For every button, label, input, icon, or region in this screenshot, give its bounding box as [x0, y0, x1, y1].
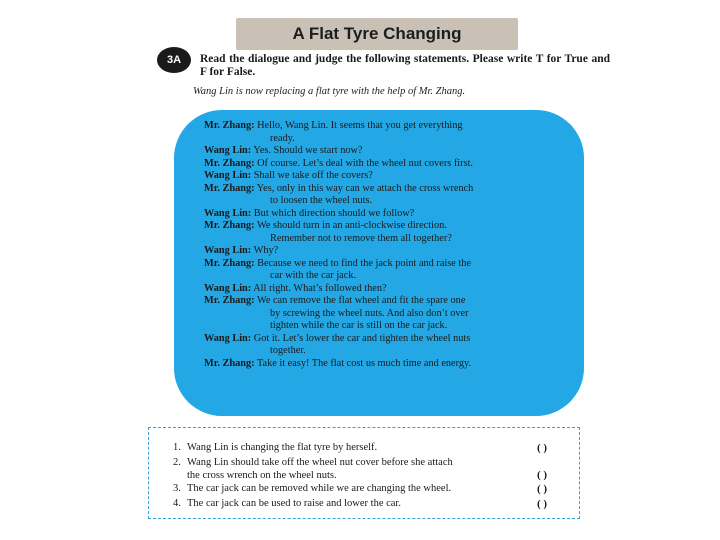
section-badge-label: 3A — [166, 54, 182, 66]
dialogue-line: We should turn in an anti-clockwise direction. — [256, 220, 447, 231]
question-text: Wang Lin is changing the flat tyre by herself. — [187, 442, 378, 453]
speaker-name: Mr. Zhang: — [204, 357, 255, 369]
speaker-name: Wang Lin: — [204, 170, 252, 181]
dialogue-turn — [204, 333, 564, 358]
speaker-name: Mr. Zhang: — [204, 120, 255, 131]
dialogue-list — [204, 120, 564, 370]
true-false-questions — [148, 427, 580, 519]
speaker-name: Mr. Zhang: — [204, 220, 255, 231]
answer-bracket[interactable]: ( ) — [537, 498, 548, 510]
dialogue-line: Shall we take off the covers? — [253, 170, 373, 181]
speaker-name: Mr. Zhang: — [204, 295, 255, 306]
dialogue-line: We can remove the flat wheel and fit the spare one — [256, 295, 466, 306]
dialogue-turn — [204, 208, 564, 221]
section-badge — [157, 47, 191, 73]
dialogue-turn — [204, 245, 564, 258]
speaker-name: Wang Lin: — [204, 245, 252, 256]
dialogue-turn — [204, 145, 564, 158]
question-text: the cross wrench on the wheel nuts. — [187, 469, 337, 481]
dialogue-line: Of course. Let’s deal with the wheel nut covers first. — [257, 157, 474, 169]
question-number: 1. — [173, 442, 181, 453]
speaker-name: Wang Lin: — [204, 145, 252, 156]
dialogue-line: But which direction should we follow? — [253, 207, 415, 219]
question-text: The car jack can be used to raise and lower the car. — [187, 498, 401, 509]
question-item — [173, 442, 377, 455]
dialogue-turn — [204, 258, 564, 283]
question-number: 2. — [173, 457, 181, 468]
answer-bracket[interactable]: ( ) — [537, 483, 548, 495]
instruction-text: Read the dialogue and judge the following statements. Please write T for True and F for False. — [200, 53, 610, 78]
dialogue-line: car with the car jack. — [270, 270, 357, 281]
dialogue-turn — [204, 158, 564, 171]
title-banner — [236, 18, 518, 50]
speaker-name: Mr. Zhang: — [204, 157, 255, 169]
question-item — [173, 483, 451, 496]
dialogue-line: Remember not to remove them all together? — [270, 232, 452, 244]
dialogue-line: All right. What’s followed then? — [253, 282, 387, 294]
question-text: The car jack can be removed while we are changing the wheel. — [187, 483, 452, 494]
dialogue-turn — [204, 295, 564, 333]
dialogue-line: Why? — [253, 245, 279, 256]
question-text: Wang Lin should take off the wheel nut cover before she attach — [187, 457, 453, 468]
dialogue-line: Got it. Let’s lower the car and tighten the wheel nuts — [253, 332, 471, 344]
answer-bracket[interactable]: ( ) — [537, 469, 548, 481]
speaker-name: Wang Lin: — [204, 332, 252, 344]
speaker-name: Wang Lin: — [204, 207, 252, 219]
dialogue-turn — [204, 120, 564, 145]
question-item — [173, 457, 453, 482]
question-item — [173, 498, 401, 511]
dialogue-turn — [204, 170, 564, 183]
dialogue-line: Take it easy! The flat cost us much time and energy. — [256, 357, 472, 369]
speaker-name: Wang Lin: — [204, 282, 252, 294]
dialogue-line: Because we need to find the jack point and raise the — [257, 257, 471, 269]
answer-bracket[interactable]: ( ) — [537, 442, 548, 454]
question-number: 4. — [173, 498, 181, 509]
dialogue-subtitle: Wang Lin is now replacing a flat tyre with the help of Mr. Zhang. — [193, 86, 466, 97]
speaker-name: Mr. Zhang: — [204, 182, 255, 194]
question-number: 3. — [173, 483, 181, 494]
dialogue-line: by screwing the wheel nuts. And also don’t over — [270, 307, 469, 319]
dialogue-line: Yes. Should we start now? — [253, 145, 363, 156]
dialogue-turn — [204, 283, 564, 296]
dialogue-line: ready. — [270, 132, 295, 144]
dialogue-line: to loosen the wheel nuts. — [270, 195, 373, 206]
dialogue-line: together. — [270, 345, 306, 356]
dialogue-turn — [204, 183, 564, 208]
dialogue-line: Hello, Wang Lin. It seems that you get everything — [257, 120, 463, 131]
speaker-name: Mr. Zhang: — [204, 257, 255, 269]
dialogue-panel — [174, 110, 584, 416]
dialogue-turn — [204, 220, 564, 245]
dialogue-line: tighten while the car is still on the car jack. — [270, 320, 448, 331]
page-title: A Flat Tyre Changing — [292, 24, 462, 43]
dialogue-turn — [204, 358, 564, 371]
dialogue-line: Yes, only in this way can we attach the cross wrench — [256, 182, 474, 194]
